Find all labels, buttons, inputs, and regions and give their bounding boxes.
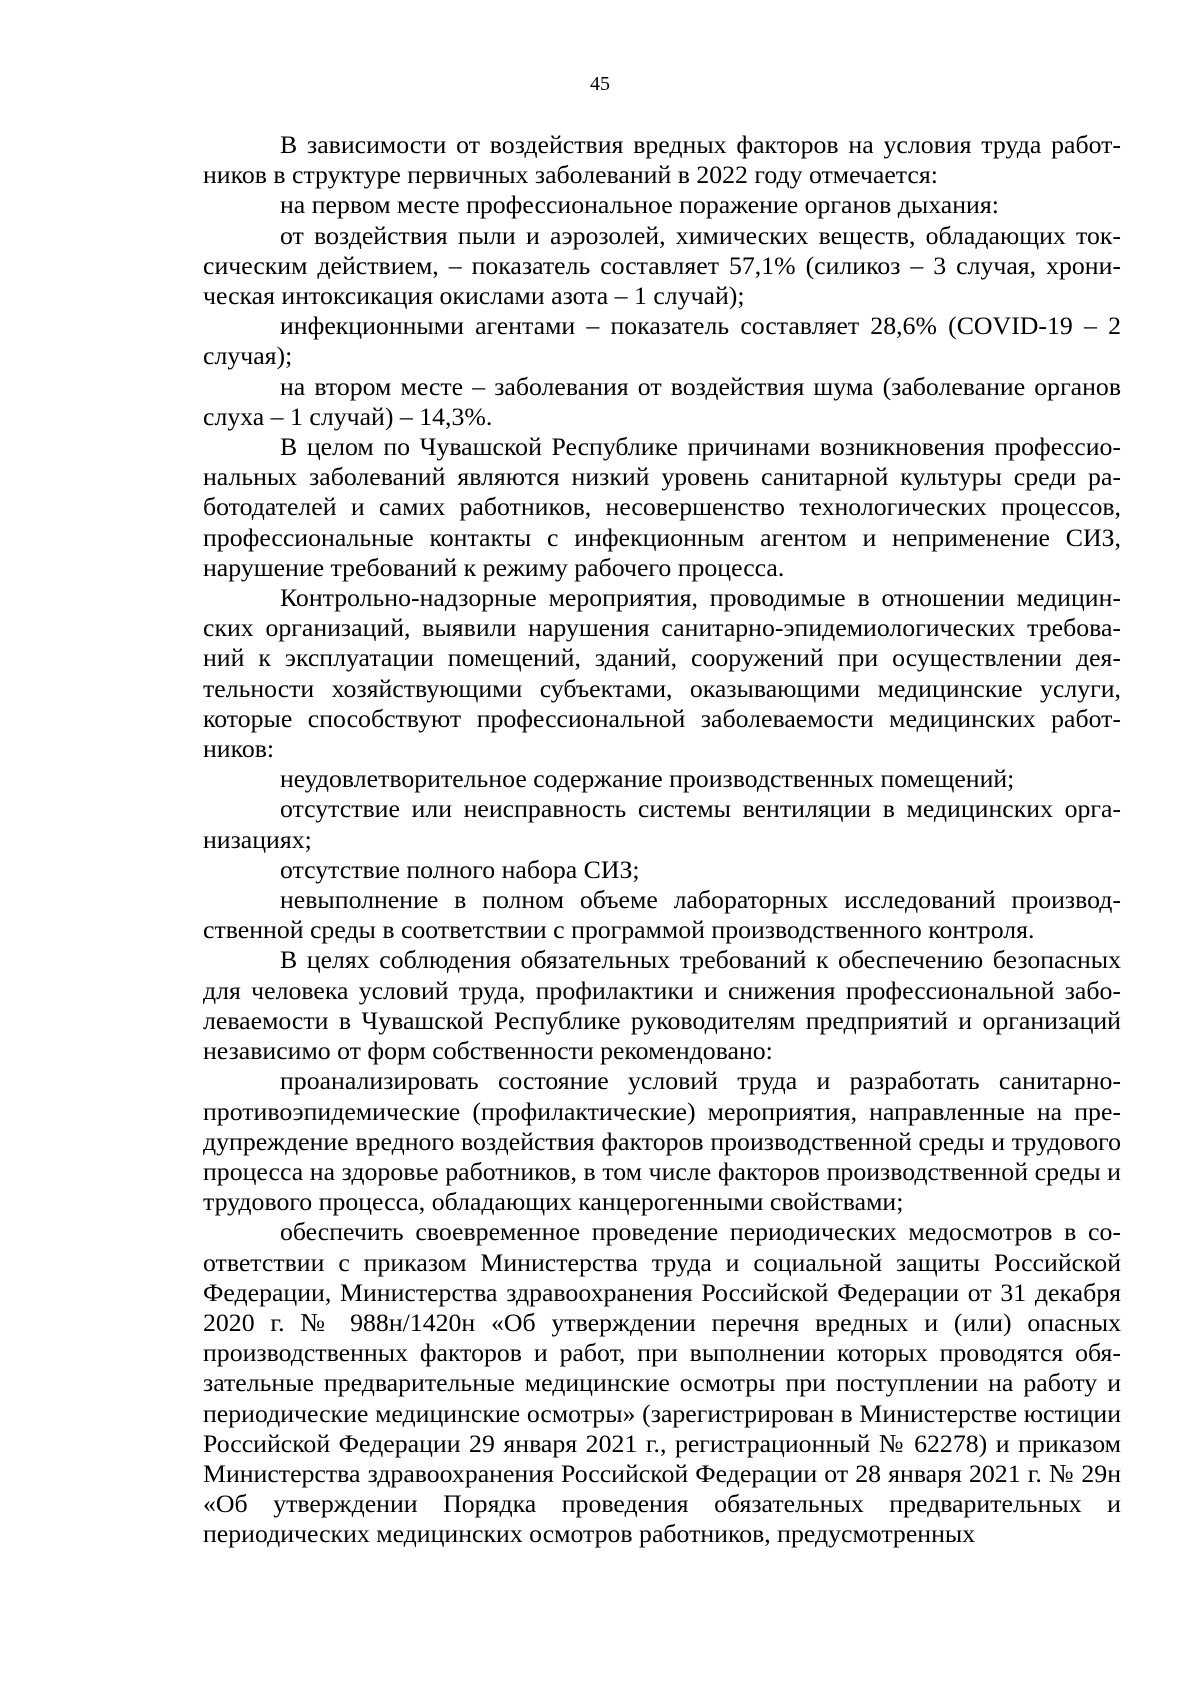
paragraph-10: отсутствие полного набора СИЗ;: [280, 854, 640, 884]
paragraph-1: В зависимости от воздействия вредных факторов на условия труда работников в структуре первичных заболеваний в 2022 году отмечается:: [203, 130, 1121, 190]
page-number: 45: [590, 73, 610, 95]
paragraph-9: отсутствие или неисправность системы вентиляции в медицинских организациях;: [203, 794, 1121, 854]
paragraph-3: от воздействия пыли и аэрозолей, химических веществ, обладающих токсическим действием, – показатель составляет 57,1% (силикоз – 3 случая, хроническая интоксикация окислами азота – 1 случай);: [203, 220, 1121, 311]
paragraph-4: инфекционными агентами – показатель составляет 28,6% (COVID-19 – 2 случая);: [203, 311, 1121, 371]
paragraph-14: обеспечить своевременное проведение периодических медосмотров в соответствии с приказом Министерства труда и социальной защиты Российской Федерации, Министерства здравоохранения Российской Федерации от 31 декабря 2020 г. № 988н/1420н «Об утверждении перечня вредных и (или) опасных производственных факторов и работ, при выполнении которых проводятся обязательные предварительные медицинские осмотры при поступлении на работу и периодические медицинские осмотры» (зарегистрирован в Министерстве юстиции Российской Федерации 29 января 2021 г., регистрационный № 62278) и приказом Министерства здравоохранения Российской Федерации от 28 января 2021 г. № 29н «Об утверждении Порядка проведения обязательных предварительных и периодических медицинских осмотров работников, предусмотренных: [203, 1217, 1121, 1549]
page-body: [203, 130, 1121, 1550]
paragraph-2: на первом месте профессиональное поражение органов дыхания:: [280, 190, 999, 220]
paragraph-5: на втором месте – заболевания от воздействия шума (заболевание органов слуха – 1 случай) – 14,3%.: [203, 371, 1121, 431]
paragraph-8: неудовлетворительное содержание производственных помещений;: [280, 764, 1015, 794]
paragraph-6: В целом по Чувашской Республике причинами возникновения профессиональных заболеваний являются низкий уровень санитарной культуры среди работодателей и самих работников, несовершенство технологических процессов, профессиональные контакты с инфекционным агентом и неприменение СИЗ, нарушение требований к режиму рабочего процесса.: [203, 432, 1121, 582]
paragraph-13: проанализировать состояние условий труда и разработать санитарно-противоэпидемические (профилактические) мероприятия, направленные на предупреждение вредного воздействия факторов производственной среды и трудового процесса на здоровье работников, в том числе факторов производственной среды и трудового процесса, обладающих канцерогенными свойствами;: [203, 1066, 1121, 1217]
paragraph-12: В целях соблюдения обязательных требований к обеспечению безопасных для человека условий труда, профилактики и снижения профессиональной заболеваемости в Чувашской Республике руководителям предприятий и организаций независимо от форм собственности рекомендовано:: [203, 945, 1121, 1066]
paragraph-11: невыполнение в полном объеме лабораторных исследований производственной среды в соответствии с программой производственного контроля.: [203, 885, 1121, 945]
paragraph-7: Контрольно-надзорные мероприятия, проводимые в отношении медицинских организаций, выявили нарушения санитарно-эпидемиологических требований к эксплуатации помещений, зданий, сооружений при осуществлении деятельности хозяйствующими субъектами, оказывающими медицинские услуги, которые способствуют профессиональной заболеваемости медицинских работников:: [203, 583, 1121, 764]
